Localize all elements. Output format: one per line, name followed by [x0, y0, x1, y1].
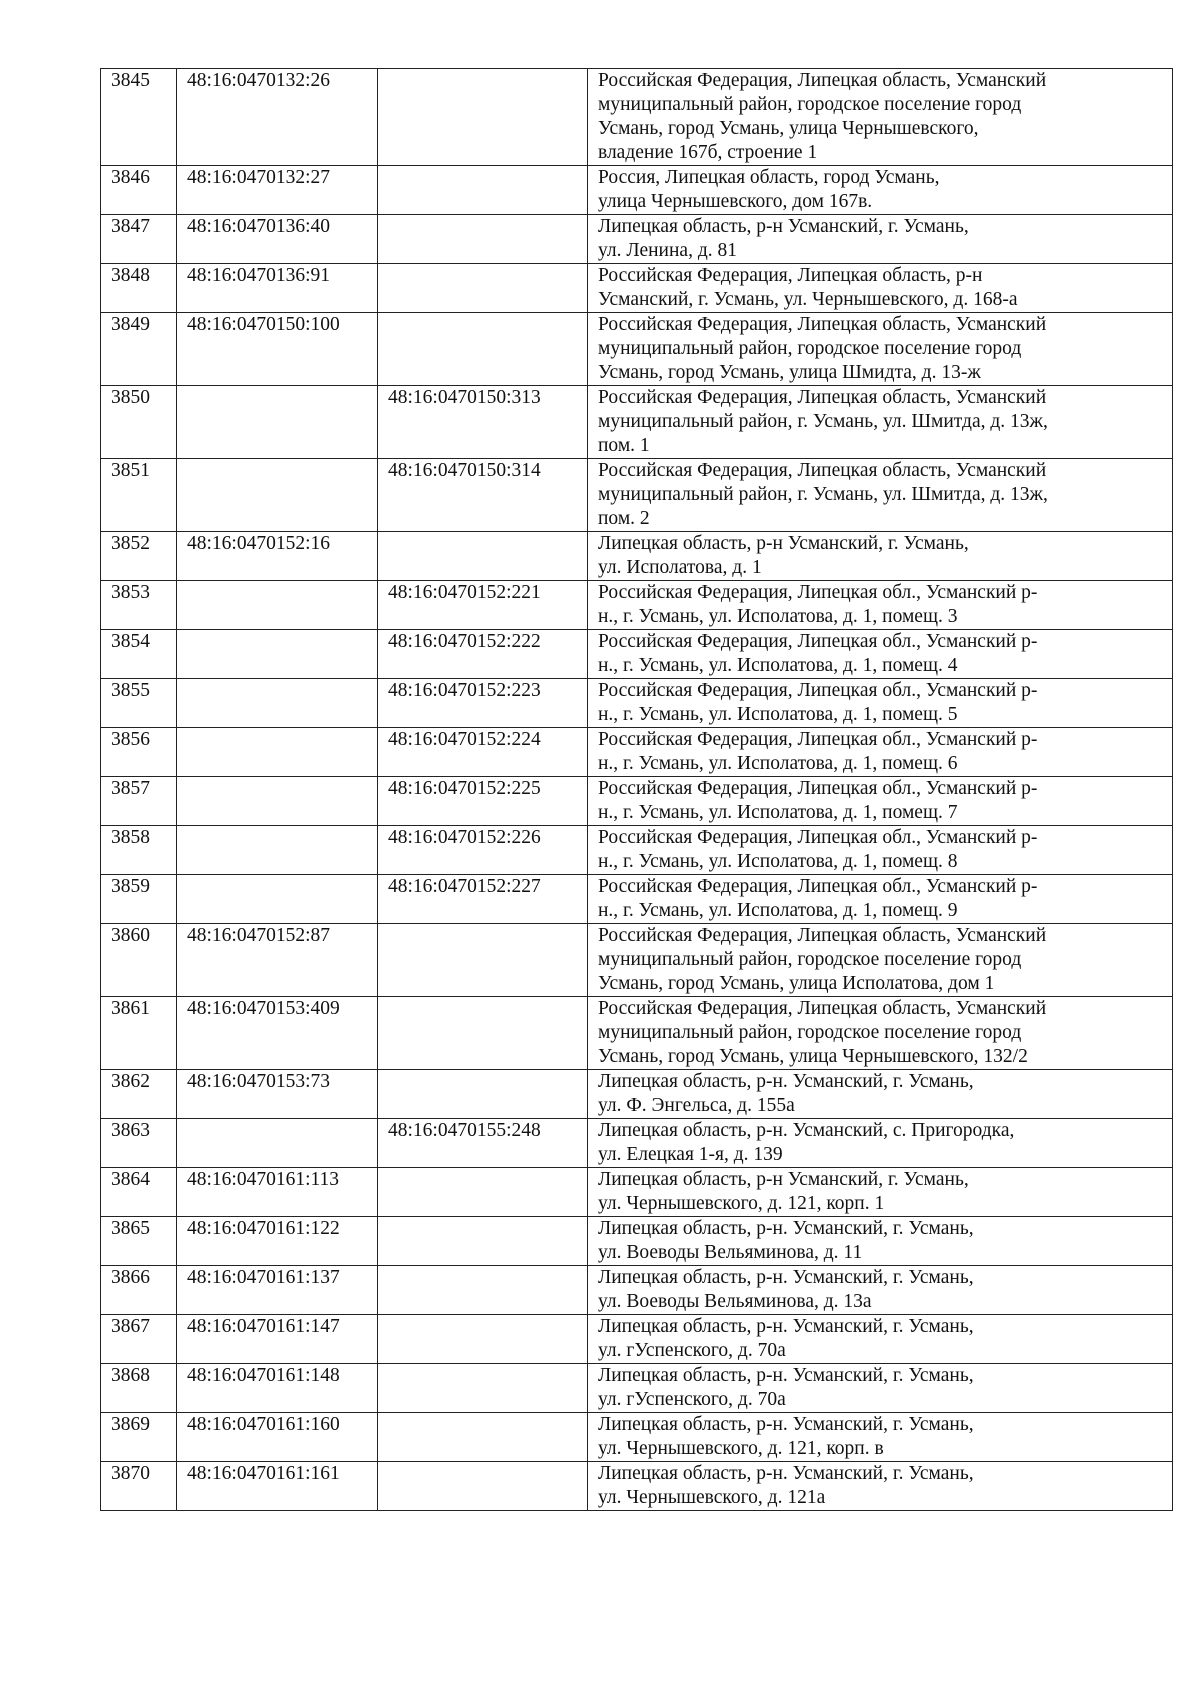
address-cell: Россия, Липецкая область, город Усмань, улица Чернышевского, дом 167в.	[588, 166, 1173, 215]
table-row	[101, 1070, 1173, 1119]
table-row	[101, 1168, 1173, 1217]
object-cadastral-number-cell	[378, 924, 588, 997]
land-cadastral-number-cell	[177, 581, 378, 630]
land-cadastral-number-cell: 48:16:0470161:148	[177, 1364, 378, 1413]
property-registry-table	[100, 68, 1173, 1511]
land-cadastral-number-cell	[177, 1119, 378, 1168]
row-number-cell: 3859	[101, 875, 177, 924]
row-number-cell: 3868	[101, 1364, 177, 1413]
object-cadastral-number-cell: 48:16:0470150:313	[378, 386, 588, 459]
object-cadastral-number-cell: 48:16:0470152:226	[378, 826, 588, 875]
address-cell: Российская Федерация, Липецкая обл., Усманский р- н., г. Усмань, ул. Исполатова, д. 1, помещ. 4	[588, 630, 1173, 679]
table-row	[101, 826, 1173, 875]
land-cadastral-number-cell: 48:16:0470136:91	[177, 264, 378, 313]
object-cadastral-number-cell: 48:16:0470152:227	[378, 875, 588, 924]
row-number-cell: 3848	[101, 264, 177, 313]
object-cadastral-number-cell: 48:16:0470152:222	[378, 630, 588, 679]
address-cell: Российская Федерация, Липецкая обл., Усманский р- н., г. Усмань, ул. Исполатова, д. 1, помещ. 3	[588, 581, 1173, 630]
address-cell: Липецкая область, р-н Усманский, г. Усмань, ул. Чернышевского, д. 121, корп. 1	[588, 1168, 1173, 1217]
row-number-cell: 3850	[101, 386, 177, 459]
address-cell: Российская Федерация, Липецкая область, Усманский муниципальный район, г. Усмань, ул. Шмитда, д. 13ж, пом. 2	[588, 459, 1173, 532]
table-row	[101, 1266, 1173, 1315]
row-number-cell: 3855	[101, 679, 177, 728]
object-cadastral-number-cell: 48:16:0470155:248	[378, 1119, 588, 1168]
table-row	[101, 1413, 1173, 1462]
address-cell: Российская Федерация, Липецкая область, Усманский муниципальный район, городское поселение город Усмань, город Усмань, улица Чернышевского, владение 167б, строение 1	[588, 69, 1173, 166]
row-number-cell: 3865	[101, 1217, 177, 1266]
row-number-cell: 3856	[101, 728, 177, 777]
object-cadastral-number-cell	[378, 69, 588, 166]
land-cadastral-number-cell	[177, 679, 378, 728]
row-number-cell: 3851	[101, 459, 177, 532]
land-cadastral-number-cell: 48:16:0470136:40	[177, 215, 378, 264]
object-cadastral-number-cell	[378, 166, 588, 215]
table-row	[101, 777, 1173, 826]
land-cadastral-number-cell: 48:16:0470153:73	[177, 1070, 378, 1119]
land-cadastral-number-cell	[177, 630, 378, 679]
object-cadastral-number-cell	[378, 532, 588, 581]
address-cell: Российская Федерация, Липецкая область, р-н Усманский, г. Усмань, ул. Чернышевского, д. 168-а	[588, 264, 1173, 313]
address-cell: Липецкая область, р-н. Усманский, г. Усмань, ул. гУспенского, д. 70а	[588, 1364, 1173, 1413]
land-cadastral-number-cell: 48:16:0470161:160	[177, 1413, 378, 1462]
land-cadastral-number-cell: 48:16:0470161:161	[177, 1462, 378, 1511]
address-cell: Липецкая область, р-н. Усманский, г. Усмань, ул. гУспенского, д. 70а	[588, 1315, 1173, 1364]
object-cadastral-number-cell	[378, 1217, 588, 1266]
row-number-cell: 3853	[101, 581, 177, 630]
row-number-cell: 3863	[101, 1119, 177, 1168]
object-cadastral-number-cell	[378, 313, 588, 386]
land-cadastral-number-cell: 48:16:0470152:16	[177, 532, 378, 581]
land-cadastral-number-cell: 48:16:0470161:122	[177, 1217, 378, 1266]
table-row	[101, 215, 1173, 264]
table-row	[101, 630, 1173, 679]
object-cadastral-number-cell	[378, 215, 588, 264]
land-cadastral-number-cell	[177, 728, 378, 777]
object-cadastral-number-cell	[378, 1364, 588, 1413]
object-cadastral-number-cell	[378, 1315, 588, 1364]
object-cadastral-number-cell	[378, 1070, 588, 1119]
land-cadastral-number-cell: 48:16:0470132:26	[177, 69, 378, 166]
land-cadastral-number-cell: 48:16:0470132:27	[177, 166, 378, 215]
object-cadastral-number-cell	[378, 997, 588, 1070]
table-row	[101, 997, 1173, 1070]
address-cell: Российская Федерация, Липецкая обл., Усманский р- н., г. Усмань, ул. Исполатова, д. 1, помещ. 6	[588, 728, 1173, 777]
registry-table-body	[101, 69, 1173, 1511]
object-cadastral-number-cell	[378, 264, 588, 313]
table-row	[101, 166, 1173, 215]
address-cell: Российская Федерация, Липецкая область, Усманский муниципальный район, г. Усмань, ул. Шмитда, д. 13ж, пом. 1	[588, 386, 1173, 459]
table-row	[101, 679, 1173, 728]
table-row	[101, 924, 1173, 997]
row-number-cell: 3867	[101, 1315, 177, 1364]
land-cadastral-number-cell: 48:16:0470152:87	[177, 924, 378, 997]
table-row	[101, 69, 1173, 166]
object-cadastral-number-cell: 48:16:0470152:225	[378, 777, 588, 826]
object-cadastral-number-cell	[378, 1168, 588, 1217]
row-number-cell: 3847	[101, 215, 177, 264]
address-cell: Российская Федерация, Липецкая область, Усманский муниципальный район, городское поселение город Усмань, город Усмань, улица Чернышевского, 132/2	[588, 997, 1173, 1070]
table-row	[101, 1217, 1173, 1266]
address-cell: Российская Федерация, Липецкая обл., Усманский р- н., г. Усмань, ул. Исполатова, д. 1, помещ. 9	[588, 875, 1173, 924]
table-row	[101, 875, 1173, 924]
land-cadastral-number-cell	[177, 826, 378, 875]
row-number-cell: 3870	[101, 1462, 177, 1511]
address-cell: Липецкая область, р-н. Усманский, с. Пригородка, ул. Елецкая 1-я, д. 139	[588, 1119, 1173, 1168]
address-cell: Липецкая область, р-н. Усманский, г. Усмань, ул. Воеводы Вельяминова, д. 11	[588, 1217, 1173, 1266]
row-number-cell: 3861	[101, 997, 177, 1070]
address-cell: Российская Федерация, Липецкая обл., Усманский р- н., г. Усмань, ул. Исполатова, д. 1, помещ. 7	[588, 777, 1173, 826]
table-row	[101, 1119, 1173, 1168]
address-cell: Российская Федерация, Липецкая область, Усманский муниципальный район, городское поселение город Усмань, город Усмань, улица Шмидта, д. 13-ж	[588, 313, 1173, 386]
object-cadastral-number-cell: 48:16:0470152:221	[378, 581, 588, 630]
object-cadastral-number-cell	[378, 1462, 588, 1511]
address-cell: Липецкая область, р-н. Усманский, г. Усмань, ул. Чернышевского, д. 121, корп. в	[588, 1413, 1173, 1462]
row-number-cell: 3857	[101, 777, 177, 826]
address-cell: Липецкая область, р-н. Усманский, г. Усмань, ул. Чернышевского, д. 121а	[588, 1462, 1173, 1511]
table-row	[101, 728, 1173, 777]
row-number-cell: 3846	[101, 166, 177, 215]
object-cadastral-number-cell: 48:16:0470150:314	[378, 459, 588, 532]
object-cadastral-number-cell: 48:16:0470152:224	[378, 728, 588, 777]
object-cadastral-number-cell: 48:16:0470152:223	[378, 679, 588, 728]
row-number-cell: 3862	[101, 1070, 177, 1119]
address-cell: Липецкая область, р-н Усманский, г. Усмань, ул. Исполатова, д. 1	[588, 532, 1173, 581]
row-number-cell: 3869	[101, 1413, 177, 1462]
row-number-cell: 3858	[101, 826, 177, 875]
object-cadastral-number-cell	[378, 1266, 588, 1315]
address-cell: Липецкая область, р-н. Усманский, г. Усмань, ул. Ф. Энгельса, д. 155а	[588, 1070, 1173, 1119]
address-cell: Липецкая область, р-н Усманский, г. Усмань, ул. Ленина, д. 81	[588, 215, 1173, 264]
table-row	[101, 1315, 1173, 1364]
object-cadastral-number-cell	[378, 1413, 588, 1462]
land-cadastral-number-cell	[177, 777, 378, 826]
table-row	[101, 313, 1173, 386]
land-cadastral-number-cell: 48:16:0470153:409	[177, 997, 378, 1070]
address-cell: Российская Федерация, Липецкая обл., Усманский р- н., г. Усмань, ул. Исполатова, д. 1, помещ. 8	[588, 826, 1173, 875]
address-cell: Российская Федерация, Липецкая область, Усманский муниципальный район, городское поселение город Усмань, город Усмань, улица Исполатова, дом 1	[588, 924, 1173, 997]
table-row	[101, 1364, 1173, 1413]
land-cadastral-number-cell	[177, 386, 378, 459]
row-number-cell: 3854	[101, 630, 177, 679]
address-cell: Липецкая область, р-н. Усманский, г. Усмань, ул. Воеводы Вельяминова, д. 13а	[588, 1266, 1173, 1315]
land-cadastral-number-cell: 48:16:0470150:100	[177, 313, 378, 386]
land-cadastral-number-cell: 48:16:0470161:147	[177, 1315, 378, 1364]
land-cadastral-number-cell	[177, 875, 378, 924]
land-cadastral-number-cell: 48:16:0470161:137	[177, 1266, 378, 1315]
address-cell: Российская Федерация, Липецкая обл., Усманский р- н., г. Усмань, ул. Исполатова, д. 1, помещ. 5	[588, 679, 1173, 728]
table-row	[101, 581, 1173, 630]
table-row	[101, 532, 1173, 581]
table-row	[101, 459, 1173, 532]
row-number-cell: 3864	[101, 1168, 177, 1217]
table-row	[101, 386, 1173, 459]
row-number-cell: 3866	[101, 1266, 177, 1315]
row-number-cell: 3852	[101, 532, 177, 581]
table-row	[101, 1462, 1173, 1511]
row-number-cell: 3845	[101, 69, 177, 166]
land-cadastral-number-cell	[177, 459, 378, 532]
row-number-cell: 3849	[101, 313, 177, 386]
row-number-cell: 3860	[101, 924, 177, 997]
land-cadastral-number-cell: 48:16:0470161:113	[177, 1168, 378, 1217]
table-row	[101, 264, 1173, 313]
